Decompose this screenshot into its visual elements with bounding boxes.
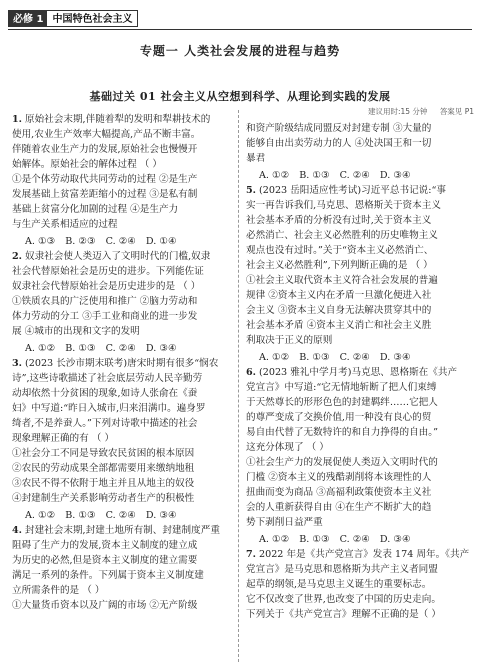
topic-title: 专题一 人类社会发展的进程与趋势 xyxy=(139,44,341,58)
option-a[interactable]: A. ①② xyxy=(25,343,56,354)
question-line: 党宣言》是马克思和恩格斯为共产主义者同盟 xyxy=(246,564,438,575)
answer-options xyxy=(12,508,240,523)
answer-ref: 答案见 P1 xyxy=(439,107,474,116)
option-c[interactable]: C. ②④ xyxy=(105,236,136,247)
question-line: 社会代替原始社会是历史的进步。下列能佐证 xyxy=(12,266,204,277)
question-line: 能够自由出卖劳动力的人 ④处决国王和一切 xyxy=(246,138,432,149)
option-a[interactable]: A. ①③ xyxy=(25,236,56,247)
question-line: 阻碍了生产力的发展,资本主义制度的建立成 xyxy=(12,540,198,551)
question-line: (2023 长沙市期末联考)唐宋时期有很多“悯农 xyxy=(25,358,219,369)
question-line: 动却依然十分贫困的现象,如诗人张俞在《蚕 xyxy=(12,388,198,399)
question-line: 这充分体现了 （ ） xyxy=(246,442,329,453)
answer-options xyxy=(246,350,474,365)
question-number: 5. xyxy=(246,185,257,196)
question-number: 2. xyxy=(12,251,23,262)
left-column xyxy=(12,112,240,615)
question-line: 基础上贫富分化加剧的过程 ④是生产力 xyxy=(12,204,179,215)
question-line: 绮者,不是养蚕人。”下列对诗歌中描述的社会 xyxy=(12,418,198,429)
question-number: 6. xyxy=(246,367,257,378)
question-number: 1. xyxy=(12,114,23,125)
question-line: 社会基本矛盾的分析没有过时,关于资本主义 xyxy=(246,215,432,226)
question-line: 发展基础上贫富差距缩小的过程 ③是私有制 xyxy=(12,189,198,200)
question-line: 会主义 ③资本主义自身无法解决贯穿其中的 xyxy=(246,305,432,316)
question-line: 满足一系列的条件。下列属于资本主义制度建 xyxy=(12,570,204,581)
option-d[interactable]: D. ③④ xyxy=(379,170,411,181)
option-c[interactable]: C. ②④ xyxy=(339,352,370,363)
question-3 xyxy=(12,356,240,506)
question-line: 社会主义必然胜利”,下列判断正确的是 （ ） xyxy=(246,260,433,271)
right-column xyxy=(246,104,474,624)
option-b[interactable]: B. ①③ xyxy=(65,510,96,521)
question-line: 现象理解正确的有 （ ） xyxy=(12,433,115,444)
question-line: 伴随着农业生产力的发展,原始社会也慢慢开 xyxy=(12,144,198,155)
question-line: 奴隶社会代替原始社会是历史进步的是 （ ） xyxy=(12,281,201,292)
answer-options xyxy=(12,341,240,356)
question-line: 易自由代替了无数特许的和自力挣得的自由。” xyxy=(246,427,438,438)
question-7 xyxy=(246,547,474,622)
question-line: 2022 年是《共产党宣言》发表 174 周年。《共产 xyxy=(259,549,470,560)
section-tag xyxy=(8,10,138,27)
question-line: (2023 雅礼中学月考)马克思、恩格斯在《共产 xyxy=(259,367,458,378)
answer-options xyxy=(246,168,474,183)
suggested-time: 建议用时:15 分钟 xyxy=(367,107,428,116)
question-line: 封建社会末期,封建土地所有制、封建制度严重 xyxy=(25,525,220,536)
option-d[interactable]: D. ③④ xyxy=(379,352,411,363)
option-b[interactable]: B. ①③ xyxy=(299,170,330,181)
tag-subject: 中国特色社会主义 xyxy=(47,11,137,26)
option-d[interactable]: D. ③④ xyxy=(145,510,177,521)
option-b[interactable]: B. ①③ xyxy=(65,343,96,354)
question-1 xyxy=(12,112,240,232)
question-line: 体力劳动的分工 ③手工业和商业的进一步发 xyxy=(12,311,198,322)
option-a[interactable]: A. ①② xyxy=(259,170,290,181)
question-number: 3. xyxy=(12,358,23,369)
question-line: 使用,农业生产效率大幅提高,产品不断丰富。 xyxy=(12,129,201,140)
question-line: ③农民不得不依附于地主并且从地主的奴役 xyxy=(12,478,195,489)
question-line: 立所需条件的是 （ ） xyxy=(12,585,105,596)
option-a[interactable]: A. ①② xyxy=(259,352,290,363)
question-line: 势下剥削日益严重 xyxy=(246,517,323,528)
option-b[interactable]: B. ②③ xyxy=(65,236,96,247)
question-line: 诗”,这些诗歌描述了社会底层劳动人民辛勤劳 xyxy=(12,373,203,384)
question-line: ①大量货币资本以及广阔的市场 ②无产阶级 xyxy=(12,600,198,611)
question-5 xyxy=(246,183,474,348)
question-line: 利取决于正义的原则 xyxy=(246,335,333,346)
question-line: ①铁质农具的广泛使用和推广 ②脑力劳动和 xyxy=(12,296,198,307)
question-line: ①社会主义取代资本主义符合社会发展的普遍 xyxy=(246,275,438,286)
question-number: 4. xyxy=(12,525,23,536)
question-4-continued xyxy=(246,121,474,166)
option-c[interactable]: C. ②④ xyxy=(105,510,136,521)
question-line: 实一再告诉我们,马克思、恩格斯关于资本主义 xyxy=(246,200,441,211)
question-line: ②农民的劳动成果全部都需要用来缴纳地租 xyxy=(12,463,195,474)
question-line: 始解体。原始社会的解体过程 （ ） xyxy=(12,159,163,170)
tag-course: 必修 1 xyxy=(9,11,47,26)
question-line: ①社会分工不同是导致农民贫困的根本原因 xyxy=(12,448,195,459)
question-line: 为历史的必然,但是资本主义制度的建立需要 xyxy=(12,555,198,566)
option-d[interactable]: D. ③④ xyxy=(145,343,177,354)
question-6 xyxy=(246,365,474,530)
question-line: 它不仅改变了世界,也改变了中国的历史走向。 xyxy=(246,594,441,605)
question-line: 和资产阶级结成同盟反对封建专制 ③大量的 xyxy=(246,123,432,134)
question-number: 7. xyxy=(246,549,257,560)
header-rule xyxy=(8,29,472,30)
answer-options xyxy=(246,532,474,547)
question-line: 门槛 ②资本主义的残酷剥削将本该理性的人 xyxy=(246,472,432,483)
question-4 xyxy=(12,523,240,613)
question-line: 于天然尊长的形形色色的封建羁绊……它把人 xyxy=(246,397,438,408)
question-line: 观点也没有过时。”关于“资本主义必然消亡、 xyxy=(246,245,434,256)
option-a[interactable]: A. ①② xyxy=(259,534,290,545)
question-line: 规律 ②资本主义内在矛盾一旦激化便进入社 xyxy=(246,290,432,301)
question-line: 起草的纲领,是马克思主义诞生的重要标志。 xyxy=(246,579,432,590)
option-b[interactable]: B. ①③ xyxy=(299,352,330,363)
question-line: 的尊严变成了交换价值,用一种没有良心的贸 xyxy=(246,412,432,423)
question-line: 扭曲而变为商品 ③高福利政策使资本主义社 xyxy=(246,487,432,498)
question-line: (2023 岳阳适应性考试)习近平总书记说:“事 xyxy=(259,185,446,196)
option-a[interactable]: A. ①② xyxy=(25,510,56,521)
header-band xyxy=(8,8,472,30)
question-line: 必然消亡、社会主义必然胜利的历史唯物主义 xyxy=(246,230,438,241)
question-line: 展 ④城市的出现和文字的发明 xyxy=(12,326,140,337)
question-line: 社会基本矛盾 ④资本主义消亡和社会主义胜 xyxy=(246,320,432,331)
option-d[interactable]: D. ③④ xyxy=(379,534,411,545)
question-line: 暴君 xyxy=(246,153,266,164)
question-line: 党宣言》中写道:“它无情地斩断了把人们束缚 xyxy=(246,382,437,393)
question-line: 下列关于《共产党宣言》理解不正确的是（ ） xyxy=(246,609,441,620)
option-b[interactable]: B. ①③ xyxy=(299,534,330,545)
question-line: 会的人重新获得自由 ④在生产不断扩大的趋 xyxy=(246,502,432,513)
question-line: 原始社会末期,伴随着犁的发明和犁耕技术的 xyxy=(25,114,211,125)
option-c[interactable]: C. ②④ xyxy=(105,343,136,354)
option-c[interactable]: C. ②④ xyxy=(339,170,370,181)
lesson-title: 基础过关 01 社会主义从空想到科学、从理论到实践的发展 xyxy=(89,90,391,103)
question-line: ①社会生产力的发展促使人类迈入文明时代的 xyxy=(246,457,438,468)
meta-line xyxy=(246,104,474,119)
question-line: 奴隶社会使人类迈入了文明时代的门槛,奴隶 xyxy=(25,251,211,262)
option-d[interactable]: D. ①④ xyxy=(145,236,177,247)
question-line: 妇》中写道:“昨日入城市,归来泪满巾。遍身罗 xyxy=(12,403,206,414)
question-2 xyxy=(12,249,240,339)
option-c[interactable]: C. ②④ xyxy=(339,534,370,545)
question-line: ④封建制生产关系影响劳动者生产的积极性 xyxy=(12,493,195,504)
question-line: 与生产关系相适应的过程 xyxy=(12,219,118,230)
question-line: ①是个体劳动取代共同劳动的过程 ②是生产 xyxy=(12,174,198,185)
answer-options xyxy=(12,234,240,249)
